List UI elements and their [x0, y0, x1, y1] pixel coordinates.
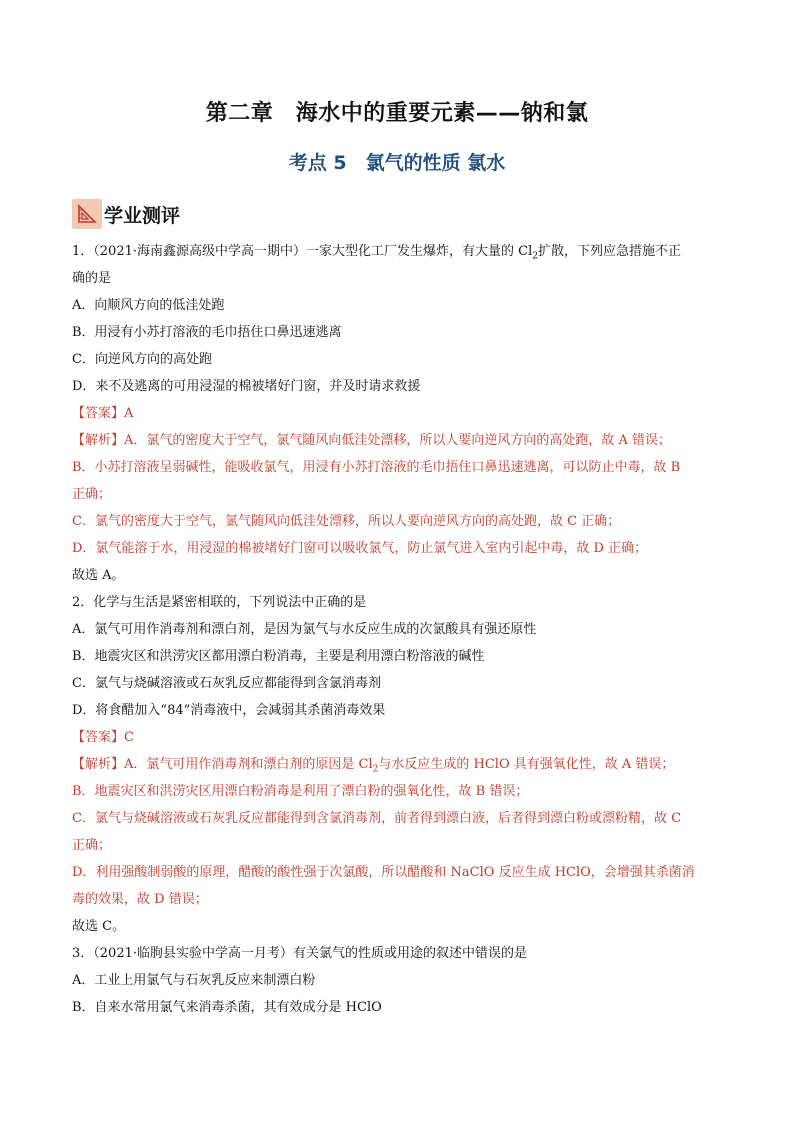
q1-option-c: C．向逆风方向的高处跑: [72, 352, 212, 367]
q1-explanation-3: 正确；: [72, 487, 112, 502]
q1-explanation-1: 【解析】A．氯气的密度大于空气，氯气随风向低洼处漂移，所以人要向逆风方向的高处跑，故 A 错误；: [72, 433, 672, 448]
q1-option-d: D．来不及逃离的可用浸湿的棉被堵好门窗，并及时请求救援: [72, 379, 421, 394]
q1-option-b: B．用浸有小苏打溶液的毛巾捂住口鼻迅速逃离: [72, 325, 342, 340]
q3-stem: 3．（2021·临朐县实验中学高一月考）有关氯气的性质或用途的叙述中错误的是: [72, 946, 527, 961]
q1-option-a: A．向顺风方向的低洼处跑: [72, 298, 225, 313]
q3-option-b: B．自来水常用氯气来消毒杀菌，其有效成分是 HClO: [72, 1000, 382, 1015]
triangle-ruler-icon: [72, 199, 102, 229]
chapter-title: 第二章 海水中的重要元素——钠和氯: [205, 101, 589, 126]
q1-explanation-2: B．小苏打溶液呈弱碱性，能吸收氯气，用浸有小苏打溶液的毛巾捂住口鼻迅速逃离，可以防止中毒，故 B: [72, 460, 681, 475]
q1-answer: 【答案】A: [72, 406, 134, 421]
q2-explanation-5: D．利用强酸制弱酸的原理，醋酸的酸性强于次氯酸，所以醋酸和 NaClO 反应生成 HClO，会增强其杀菌消: [72, 865, 695, 880]
q2-conclusion: 故选 C。: [72, 919, 126, 934]
q2-option-d: D．将食醋加入“84”消毒液中，会减弱其杀菌消毒效果: [72, 703, 386, 718]
q3-option-a: A．工业上用氯气与石灰乳反应来制漂白粉: [72, 973, 316, 988]
q1-explanation-4: C．氯气的密度大于空气，氯气随风向低洼处漂移，所以人要向逆风方向的高处跑，故 C 正确；: [72, 514, 621, 529]
q2-answer: 【答案】C: [72, 730, 134, 745]
question-content: [72, 238, 724, 1021]
topic-title: 考点 5 氯气的性质 氯水: [288, 152, 506, 174]
q2-explanation-3: C．氯气与烧碱溶液或石灰乳反应都能得到含氯消毒剂，前者得到漂白液，后者得到漂白粉或漂粉精，故 C: [72, 811, 682, 826]
q2-explanation-2: B．地震灾区和洪涝灾区用漂白粉消毒是利用了漂白粉的强氧化性，故 B 错误；: [72, 784, 529, 799]
q2-option-b: B．地震灾区和洪涝灾区都用漂白粉消毒，主要是利用漂白粉溶液的碱性: [72, 649, 485, 664]
q2-option-c: C．氯气与烧碱溶液或石灰乳反应都能得到含氯消毒剂: [72, 676, 381, 691]
q1-explanation-5: D．氯气能溶于水，用浸湿的棉被堵好门窗可以吸收氯气，防止氯气进入室内引起中毒，故 D 正确；: [72, 541, 648, 556]
q1-conclusion: 故选 A。: [72, 568, 125, 583]
section-label: 学业测评: [104, 204, 181, 227]
q2-stem: 2．化学与生活是紧密相联的，下列说法中正确的是: [72, 595, 367, 610]
section-header: [72, 199, 180, 229]
q1-stem-line-1: 1．（2021·海南鑫源高级中学高一期中）一家大型化工厂发生爆炸，有大量的 $Cl_2$扩散，下列应急措施不正: [72, 244, 681, 262]
q2-explanation-4: 正确；: [72, 838, 112, 853]
q2-explanation-1: 【解析】A．氯气可用作消毒剂和漂白剂的原因是 $Cl_2$与水反应生成的 HClO 具有强氧化性，故 A 错误；: [72, 757, 675, 775]
q2-explanation-6: 毒的效果，故 D 错误；: [72, 892, 208, 907]
q1-stem-line-2: 确的是: [72, 271, 112, 286]
q2-option-a: A．氯气可用作消毒剂和漂白剂，是因为氯气与水反应生成的次氯酸具有强还原性: [72, 622, 537, 637]
